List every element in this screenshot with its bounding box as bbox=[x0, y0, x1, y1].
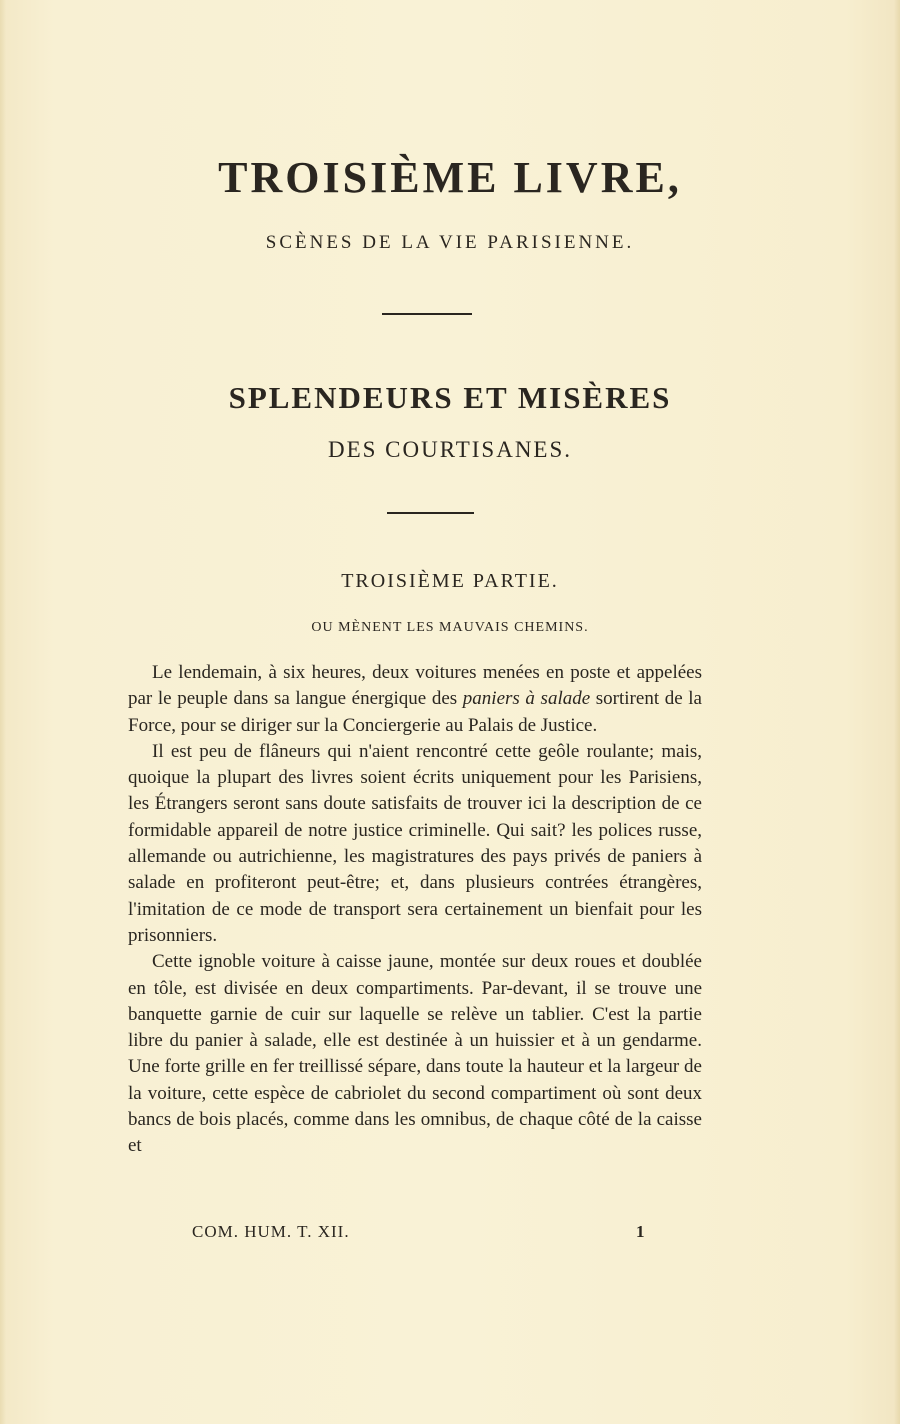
part-subtitle: OU MÈNENT LES MAUVAIS CHEMINS. bbox=[311, 620, 589, 635]
part-title: TROISIÈME PARTIE. bbox=[341, 570, 559, 592]
paragraph: Cette ignoble voiture à caisse jaune, montée sur deux roues et doublée en tôle, est divisée en deux compartiments. Par-devant, il se trouve une banquette garnie de cuir sur laquelle se relève un tablier. C'est la partie libre du panier à salade, elle est destinée à un huissier et à un gendarme. Une forte grille en fer treillissé sépare, dans toute la hauteur et la largeur de la voiture, cette espèce de cabriolet du second compartiment où sont deux bancs de bois placés, comme dans les omnibus, de chaque côté de la caisse et bbox=[128, 951, 702, 1157]
paragraph: Il est peu de flâneurs qui n'aient rencontré cette geôle roulante; mais, quoique la plupart des livres soient écrits uniquement pour les Parisiens, les Étrangers seront sans doute satisfaits de trouver ici la description de ce formidable appareil de notre justice criminelle. Qui sait? les polices russe, allemande ou autrichienne, les magistratures des pays privés de paniers à salade en profiteront peut-être; et, dans plusieurs contrées étrangères, l'imitation de ce mode de transport sera certainement un bienfait pour les prisonniers. bbox=[128, 740, 702, 946]
paragraph-text: sortirent de la Force, pour se diriger sur la Conciergerie au Palais de Justice. bbox=[128, 688, 702, 736]
paragraph bbox=[128, 660, 702, 739]
body-text bbox=[128, 660, 702, 1160]
page-number: 1 bbox=[636, 1222, 645, 1241]
book-title: TROISIÈME LIVRE, bbox=[218, 153, 682, 202]
divider-rule bbox=[382, 313, 472, 315]
book-subtitle: SCÈNES DE LA VIE PARISIENNE. bbox=[265, 232, 635, 253]
page-edge-left bbox=[0, 0, 6, 1424]
divider-rule bbox=[387, 512, 474, 514]
signature-mark: COM. HUM. T. XII. bbox=[192, 1222, 350, 1241]
work-title: SPLENDEURS ET MISÈRES bbox=[228, 380, 672, 415]
page-edge-right bbox=[894, 0, 900, 1424]
italic-term: paniers à salade bbox=[462, 688, 591, 710]
paragraph-text: Le lendemain, à six heures, deux voitures menées en poste et appelées par le peuple dans sa langue énergique des bbox=[128, 662, 702, 710]
work-subtitle: DES COURTISANES. bbox=[327, 437, 573, 462]
